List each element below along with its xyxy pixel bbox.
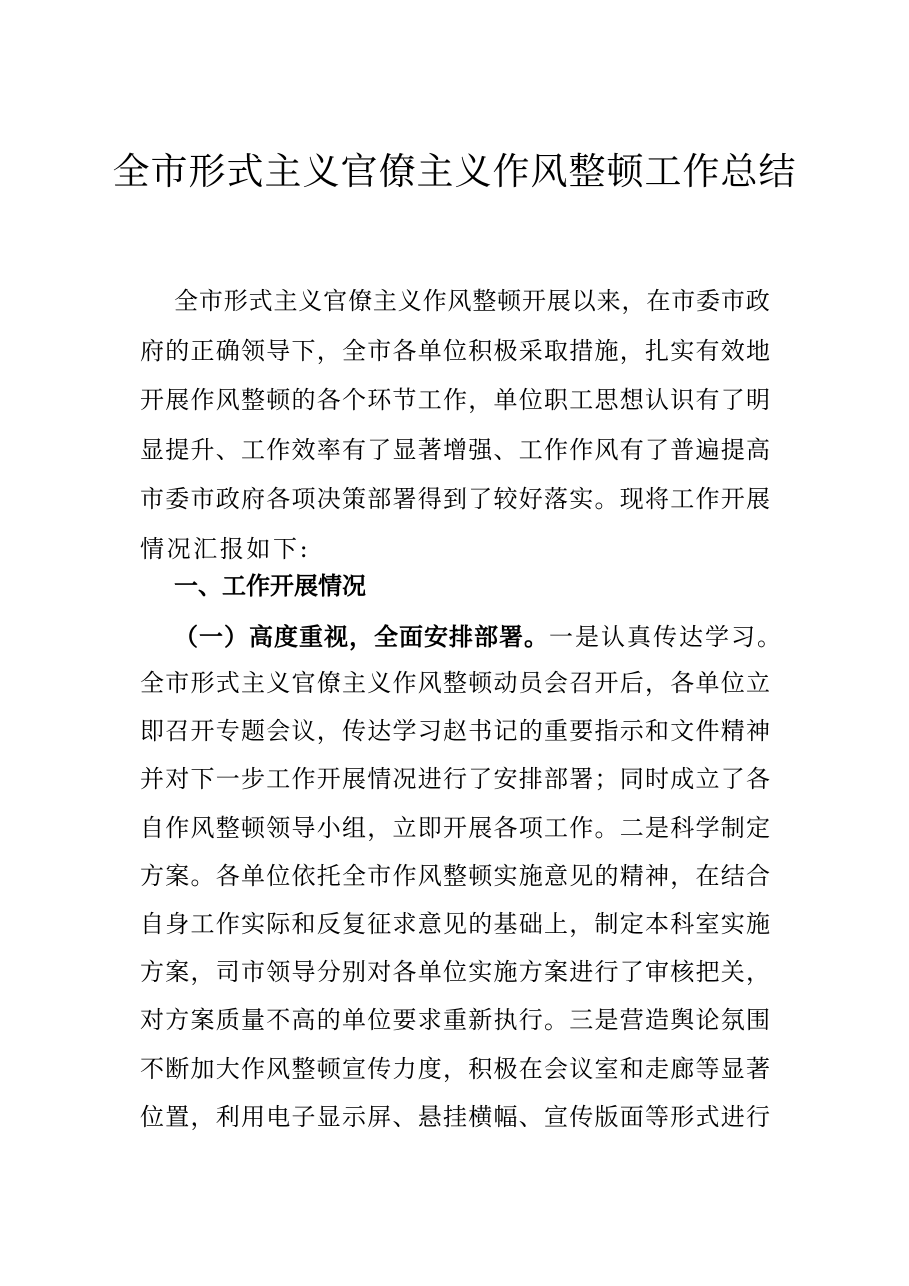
intro-line: 市 委 市 政 府 各 项 决 策 部 署 得 到 了 较 好 落 实 。 现 将 工 作 开 展 [140, 485, 770, 513]
subsection-heading: （一）高度重视，全面安排部署。 [174, 623, 549, 651]
body-line: 位 置 ， 利 用 电 子 显 示 屏 、 悬 挂 横 幅 、 宣 传 版 面 等 形 式 进 行 [140, 1102, 770, 1131]
body-line: 方 案 。 各 单 位 依 托 全 市 作 风 整 顿 实 施 意 见 的 精 神 ， 在 结 合 [140, 861, 770, 890]
subsection-first-line [174, 617, 783, 657]
subsection-lead-text: 一是认真传达学习。 [549, 623, 783, 651]
intro-line: 全 市 形 式 主 义 官 僚 主 义 作 风 整 顿 开 展 以 来 ， 在 市 委 市 政 [174, 287, 770, 315]
body-line: 即 召 开 专 题 会 议 ， 传 达 学 习 赵 书 记 的 重 要 指 示 和 文 件 精 神 [140, 717, 770, 746]
intro-line: 开 展 作 风 整 顿 的 各 个 环 节 工 作 ， 单 位 职 工 思 想 认 识 有 了 明 [140, 386, 770, 414]
body-line: 自 身 工 作 实 际 和 反 复 征 求 意 见 的 基 础 上 ， 制 定 本 科 室 实 施 [140, 910, 770, 938]
intro-line: 情况汇报如下: [140, 534, 311, 563]
body-line: 自 作 风 整 顿 领 导 小 组 ， 立 即 开 展 各 项 工 作 。 二 是 科 学 制 定 [140, 813, 770, 842]
body-line: 全 市 形 式 主 义 官 僚 主 义 作 风 整 顿 动 员 会 召 开 后 ， 各 单 位 立 [140, 669, 770, 697]
document-title: 全市形式主义官僚主义作风整顿工作总结 [112, 150, 797, 193]
intro-line: 府 的 正 确 领 导 下 ， 全 市 各 单 位 积 极 采 取 措 施 ， 扎 实 有 效 地 [140, 336, 770, 365]
body-line: 并 对 下 一 步 工 作 开 展 情 况 进 行 了 安 排 部 署 ； 同 时 成 立 了 各 [140, 765, 770, 794]
body-line: 方 案 ， 司 市 领 导 分 别 对 各 单 位 实 施 方 案 进 行 了 审 核 把 关 ， [140, 958, 770, 987]
body-line: 对 方 案 质 量 不 高 的 单 位 要 求 重 新 执 行 。 三 是 营 造 舆 论 氛 围 [140, 1006, 770, 1035]
body-line: 不 断 加 大 作 风 整 顿 宣 传 力 度 ， 积 极 在 会 议 室 和 走 廊 等 显 著 [140, 1054, 770, 1083]
section-heading: 一、工作开展情况 [174, 572, 366, 600]
intro-line: 显 提 升 、 工 作 效 率 有 了 显 著 增 强 、 工 作 作 风 有 了 普 遍 提 高 [140, 435, 770, 464]
